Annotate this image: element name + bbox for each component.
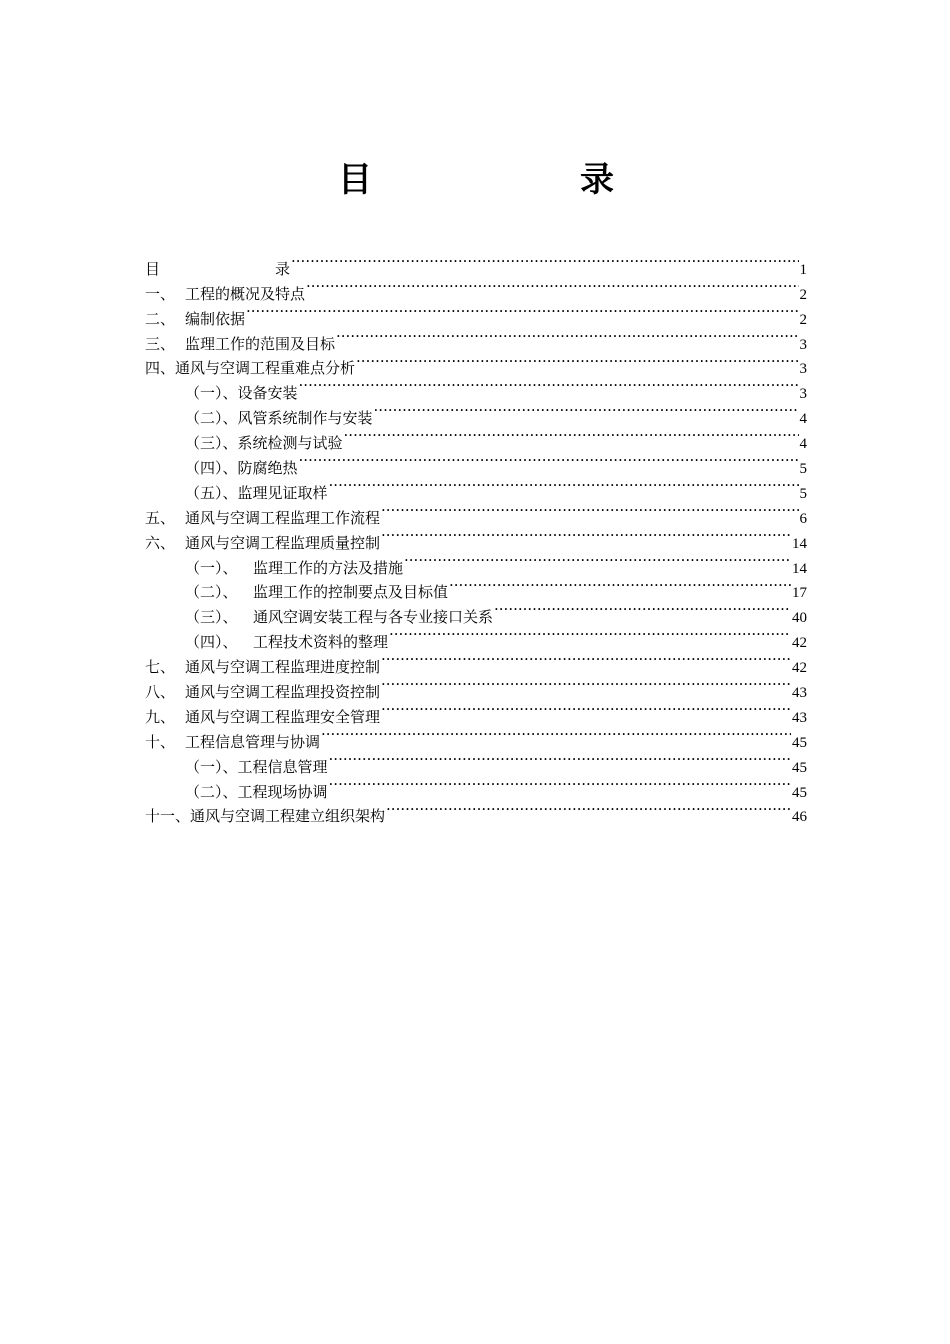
toc-entry-text: 工程的概况及特点 bbox=[185, 284, 306, 303]
toc-entry-number: 十、 bbox=[145, 732, 176, 751]
toc-entry-label bbox=[185, 755, 328, 780]
toc-entry-text: 风管系统制作与安装 bbox=[237, 409, 373, 428]
toc-dot-leader bbox=[449, 573, 791, 598]
toc-entry-page: 14 bbox=[792, 535, 807, 552]
toc-entry-number: 八、 bbox=[145, 683, 176, 702]
toc-entry-text: 通风与空调工程建立组织架构 bbox=[190, 807, 386, 826]
toc-entry-number: 六、 bbox=[145, 533, 176, 552]
toc-entry-number: 三、 bbox=[145, 334, 176, 353]
toc-entry-number: 二、 bbox=[145, 309, 176, 328]
toc-entry-text: 通风与空调工程监理投资控制 bbox=[185, 683, 381, 702]
toc-entry-text: 录 bbox=[275, 259, 291, 278]
toc-dot-leader bbox=[404, 548, 791, 573]
toc-entry-page: 14 bbox=[792, 560, 807, 577]
toc-entry-page: 43 bbox=[792, 709, 807, 726]
toc-entry-text: 监理工作的控制要点及目标值 bbox=[253, 583, 449, 602]
toc-entry-label bbox=[145, 332, 335, 357]
toc-entry-text: 工程信息管理与协调 bbox=[185, 732, 321, 751]
toc-entry-text: 通风与空调工程监理质量控制 bbox=[185, 533, 381, 552]
toc-entry-text: 工程技术资料的整理 bbox=[253, 633, 389, 652]
toc-entry-label bbox=[185, 556, 403, 581]
toc-entry-page: 45 bbox=[792, 734, 807, 751]
toc-dot-leader bbox=[329, 473, 799, 498]
toc-dot-leader bbox=[381, 672, 791, 697]
toc-entry-number: （一）、 bbox=[185, 757, 238, 776]
toc-entry-page: 45 bbox=[792, 784, 807, 801]
toc-entry-page: 5 bbox=[799, 461, 807, 478]
toc-entry-text: 通风与空调工程监理工作流程 bbox=[185, 508, 381, 527]
table-of-contents bbox=[145, 249, 807, 826]
toc-entry-text: 编制依据 bbox=[185, 309, 246, 328]
toc-dot-leader bbox=[336, 324, 798, 349]
toc-entry-text: 工程现场协调 bbox=[237, 782, 328, 801]
toc-entry-label bbox=[185, 780, 328, 805]
toc-entry-number: （一）、 bbox=[185, 384, 238, 403]
toc-entry-page: 17 bbox=[792, 585, 807, 602]
toc-dot-leader bbox=[381, 523, 791, 548]
toc-dot-leader bbox=[381, 647, 791, 672]
toc-entry-label bbox=[145, 531, 380, 556]
title-char-2: 录 bbox=[580, 160, 614, 200]
page-title bbox=[0, 160, 950, 204]
toc-entry-page: 6 bbox=[799, 510, 807, 527]
toc-entry-text: 监理见证取样 bbox=[237, 483, 328, 502]
toc-dot-leader bbox=[389, 622, 791, 647]
toc-entry-text: 通风与空调工程监理安全管理 bbox=[185, 707, 381, 726]
toc-dot-leader bbox=[381, 697, 791, 722]
toc-entry-page: 5 bbox=[799, 485, 807, 502]
toc-dot-leader bbox=[374, 398, 799, 423]
toc-dot-leader bbox=[329, 772, 791, 797]
toc-dot-leader bbox=[321, 722, 791, 747]
toc-entry-number: （三）、 bbox=[185, 608, 238, 627]
toc-dot-leader bbox=[291, 249, 798, 274]
toc-entry-label bbox=[185, 456, 298, 481]
toc-dot-leader bbox=[344, 423, 799, 448]
toc-entry-text: 通风与空调工程监理进度控制 bbox=[185, 658, 381, 677]
toc-entry-number: （二）、 bbox=[185, 583, 238, 602]
toc-entry-text: 工程信息管理 bbox=[237, 757, 328, 776]
toc-entry-page: 40 bbox=[792, 610, 807, 627]
toc-entry-number: （五）、 bbox=[185, 483, 238, 502]
toc-entry-page: 46 bbox=[792, 809, 807, 826]
toc-entry-page: 42 bbox=[792, 635, 807, 652]
toc-entry-text: 通风空调安装工程与各专业接口关系 bbox=[253, 608, 494, 627]
toc-entry-text: 监理工作的方法及措施 bbox=[253, 558, 404, 577]
toc-entry-page: 3 bbox=[799, 361, 807, 378]
toc-entry-number: 目 bbox=[145, 259, 161, 278]
toc-dot-leader bbox=[299, 448, 799, 473]
toc-entry-page: 4 bbox=[799, 436, 807, 453]
toc-entry-text: 设备安装 bbox=[237, 384, 298, 403]
toc-entry-label bbox=[145, 730, 320, 755]
toc-entry-label bbox=[145, 307, 245, 332]
toc-entry-label bbox=[145, 257, 290, 282]
toc-dot-leader bbox=[306, 274, 798, 299]
toc-entry-page: 4 bbox=[799, 411, 807, 428]
toc-entry-page: 1 bbox=[799, 261, 807, 278]
toc-entry-number: （一）、 bbox=[185, 558, 238, 577]
toc-entry-text: 监理工作的范围及目标 bbox=[185, 334, 336, 353]
toc-entry-page: 2 bbox=[799, 286, 807, 303]
toc-entry-number: （三）、 bbox=[185, 434, 238, 453]
toc-entry-number: （四）、 bbox=[185, 459, 238, 478]
toc-entry-page: 2 bbox=[799, 311, 807, 328]
toc-dot-leader bbox=[381, 498, 798, 523]
toc-entry-page: 45 bbox=[792, 759, 807, 776]
toc-entry-label bbox=[145, 506, 380, 531]
toc-dot-leader bbox=[356, 349, 798, 374]
toc-entry-number: 四、 bbox=[145, 359, 176, 378]
title-char-1: 目 bbox=[338, 160, 372, 200]
toc-entry-page: 42 bbox=[792, 660, 807, 677]
toc-entry-label bbox=[185, 580, 448, 605]
toc-dot-leader bbox=[299, 373, 799, 398]
toc-entry-label bbox=[185, 630, 388, 655]
toc-entry-text: 防腐绝热 bbox=[237, 459, 298, 478]
toc-entry-number: （二）、 bbox=[185, 409, 238, 428]
toc-entry-label bbox=[185, 481, 328, 506]
toc-entry-number: 九、 bbox=[145, 707, 176, 726]
toc-dot-leader bbox=[494, 597, 791, 622]
toc-dot-leader bbox=[246, 299, 798, 324]
toc-entry-label bbox=[145, 804, 385, 829]
toc-entry-text: 系统检测与试验 bbox=[237, 434, 343, 453]
toc-entry-label bbox=[145, 655, 380, 680]
toc-dot-leader bbox=[386, 797, 791, 822]
toc-entry-number: 七、 bbox=[145, 658, 176, 677]
toc-entry[interactable] bbox=[145, 249, 807, 278]
toc-entry-label bbox=[185, 381, 298, 406]
toc-entry-number: 十一、 bbox=[145, 807, 191, 826]
toc-entry-text: 通风与空调工程重难点分析 bbox=[175, 359, 356, 378]
toc-entry-number: 五、 bbox=[145, 508, 176, 527]
toc-entry-page: 3 bbox=[799, 336, 807, 353]
toc-entry-number: （四）、 bbox=[185, 633, 238, 652]
toc-entry-number: 一、 bbox=[145, 284, 176, 303]
toc-entry-number: （二）、 bbox=[185, 782, 238, 801]
toc-dot-leader bbox=[329, 747, 791, 772]
toc-entry-label bbox=[145, 680, 380, 705]
toc-entry-page: 43 bbox=[792, 685, 807, 702]
toc-entry-page: 3 bbox=[799, 386, 807, 403]
